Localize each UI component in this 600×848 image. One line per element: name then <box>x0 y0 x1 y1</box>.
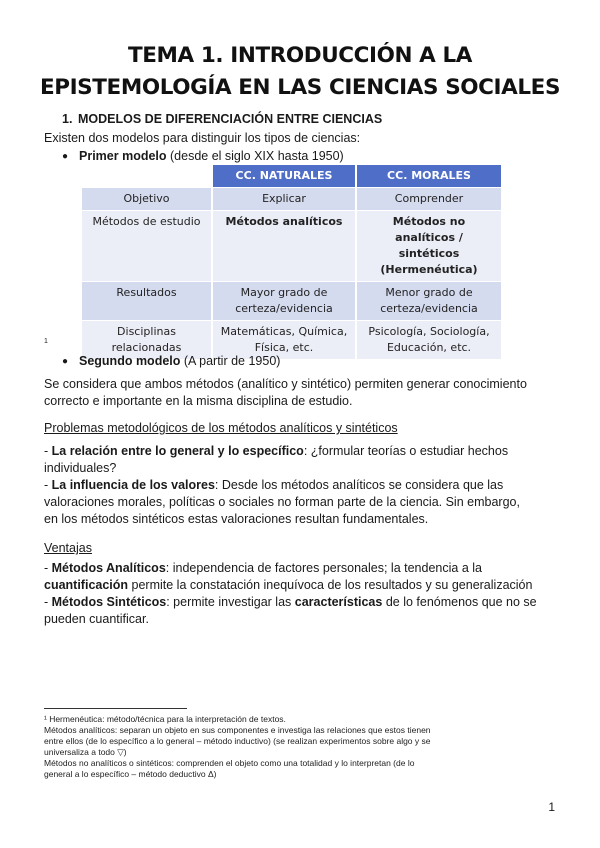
item-prefix: - <box>44 561 52 575</box>
table-row <box>82 282 501 321</box>
table-header-empty <box>82 165 212 188</box>
cell-naturales <box>212 282 356 321</box>
row-label: Métodos de estudio <box>82 211 212 282</box>
bullet-first-model <box>62 148 344 165</box>
comparison-table <box>82 165 501 359</box>
item-text: : permite investigar las <box>166 595 295 609</box>
footnote-line: ¹ Hermenéutica: método/técnica para la interpretación de textos. <box>44 714 286 724</box>
item-bold: cuantificación <box>44 578 129 592</box>
item-text: de lo fenómenos que no se <box>382 595 537 609</box>
list-item <box>44 443 520 460</box>
item-text: permite la constatación inequívoca de los resultados y su generalización <box>128 578 533 592</box>
cell-line: Matemáticas, Química, <box>220 325 348 338</box>
cell-morales <box>356 321 501 360</box>
list-item-continued: valoraciones morales, políticas o sociales no forman parte de la ciencia. Sin embargo, <box>44 495 520 509</box>
cell-line: Física, etc. <box>254 341 314 354</box>
footnotes <box>44 714 431 780</box>
list-item-continued <box>44 577 537 594</box>
title-line-1: TEMA 1. INTRODUCCIÓN A LA <box>127 43 473 68</box>
bullet-dot-icon: ● <box>62 356 69 367</box>
footnote-line: universaliza a todo ▽) <box>44 747 127 757</box>
second-model-paragraph <box>44 376 527 410</box>
list-item <box>44 594 537 611</box>
item-text: : independencia de factores personales; la tendencia a la <box>165 561 482 575</box>
page-title <box>30 40 570 104</box>
ventajas-list <box>44 560 537 628</box>
footnote-line: Métodos analíticos: separan un objeto en sus componentes e investiga las relaciones que estos tienen <box>44 725 431 735</box>
cell-line: Menor grado de <box>385 286 473 299</box>
cell-morales <box>356 282 501 321</box>
item-prefix: - <box>44 595 52 609</box>
item-bold: La relación entre lo general y lo específico <box>51 444 304 458</box>
cell-line: Disciplinas <box>117 325 176 338</box>
second-model-rest: (A partir de 1950) <box>180 354 281 368</box>
footnote-marker: 1 <box>44 338 48 345</box>
footnote-divider <box>44 708 187 709</box>
section-heading-text: MODELOS DE DIFERENCIACIÓN ENTRE CIENCIAS <box>78 112 383 126</box>
table-row <box>82 188 501 211</box>
paragraph-line: correcto e importante en la misma disciplina de estudio. <box>44 394 353 408</box>
first-model-rest: (desde el siglo XIX hasta 1950) <box>166 149 344 163</box>
problemas-heading: Problemas metodológicos de los métodos analíticos y sintéticos <box>44 421 398 435</box>
page-number: 1 <box>548 800 555 814</box>
footnote-line: entre ellos (de lo específico a lo general – método inductivo) (se realizan experimentos sobre algo y se <box>44 736 431 746</box>
table-header-morales: CC. MORALES <box>356 165 501 188</box>
section-heading <box>62 112 382 126</box>
cell-line: (Hermenéutica) <box>380 263 478 276</box>
cell-line: Mayor grado de <box>240 286 328 299</box>
list-item <box>44 477 520 494</box>
section-intro: Existen dos modelos para distinguir los tipos de ciencias: <box>44 131 361 145</box>
item-prefix: - <box>44 478 52 492</box>
list-item <box>44 560 537 577</box>
list-item-continued: en los métodos sintéticos estas valoraciones resultan fundamentales. <box>44 512 429 526</box>
cell-naturales: Explicar <box>212 188 356 211</box>
cell-line: sintéticos <box>398 247 460 260</box>
cell-line: certeza/evidencia <box>235 302 333 315</box>
bullet-dot-icon: ● <box>62 151 69 162</box>
ventajas-heading: Ventajas <box>44 541 92 555</box>
title-line-2: EPISTEMOLOGÍA EN LAS CIENCIAS SOCIALES <box>39 75 561 100</box>
cell-line: Métodos no analíticos / <box>392 215 466 244</box>
cell-line: relacionadas <box>111 341 182 354</box>
cell-morales: Comprender <box>356 188 501 211</box>
row-label: Objetivo <box>82 188 212 211</box>
list-item-continued: pueden cuantificar. <box>44 612 149 626</box>
item-bold: Métodos Analíticos <box>51 561 166 575</box>
cell-line: Educación, etc. <box>386 341 472 354</box>
table-header-naturales: CC. NATURALES <box>212 165 356 188</box>
row-label: Resultados <box>82 282 212 321</box>
footnote-line: general a lo específico – método deductivo Δ) <box>44 769 217 779</box>
cell-naturales: Métodos analíticos <box>212 211 356 282</box>
item-prefix: - <box>44 444 52 458</box>
first-model-label: Primer modelo <box>79 149 167 163</box>
cell-line: Psicología, Sociología, <box>368 325 490 338</box>
cell-line: certeza/evidencia <box>380 302 478 315</box>
item-text: : Desde los métodos analíticos se considera que las <box>214 478 504 492</box>
list-item-continued: individuales? <box>44 461 117 475</box>
problemas-list <box>44 443 520 528</box>
table-row <box>82 211 501 282</box>
footnote-line: Métodos no analíticos o sintéticos: comprenden el objeto como una totalidad y lo interpretan (de lo <box>44 758 415 768</box>
paragraph-line: Se considera que ambos métodos (analítico y sintético) permiten generar conocimiento <box>44 377 527 391</box>
item-bold: características <box>294 595 383 609</box>
table-header-row <box>82 165 501 188</box>
item-text: : ¿formular teorías o estudiar hechos <box>303 444 509 458</box>
bullet-second-model <box>62 353 280 370</box>
second-model-label: Segundo modelo <box>79 354 181 368</box>
item-bold: La influencia de los valores <box>51 478 215 492</box>
cell-morales <box>356 211 501 282</box>
item-bold: Métodos Sintéticos <box>51 595 167 609</box>
section-number: 1. <box>62 112 73 126</box>
